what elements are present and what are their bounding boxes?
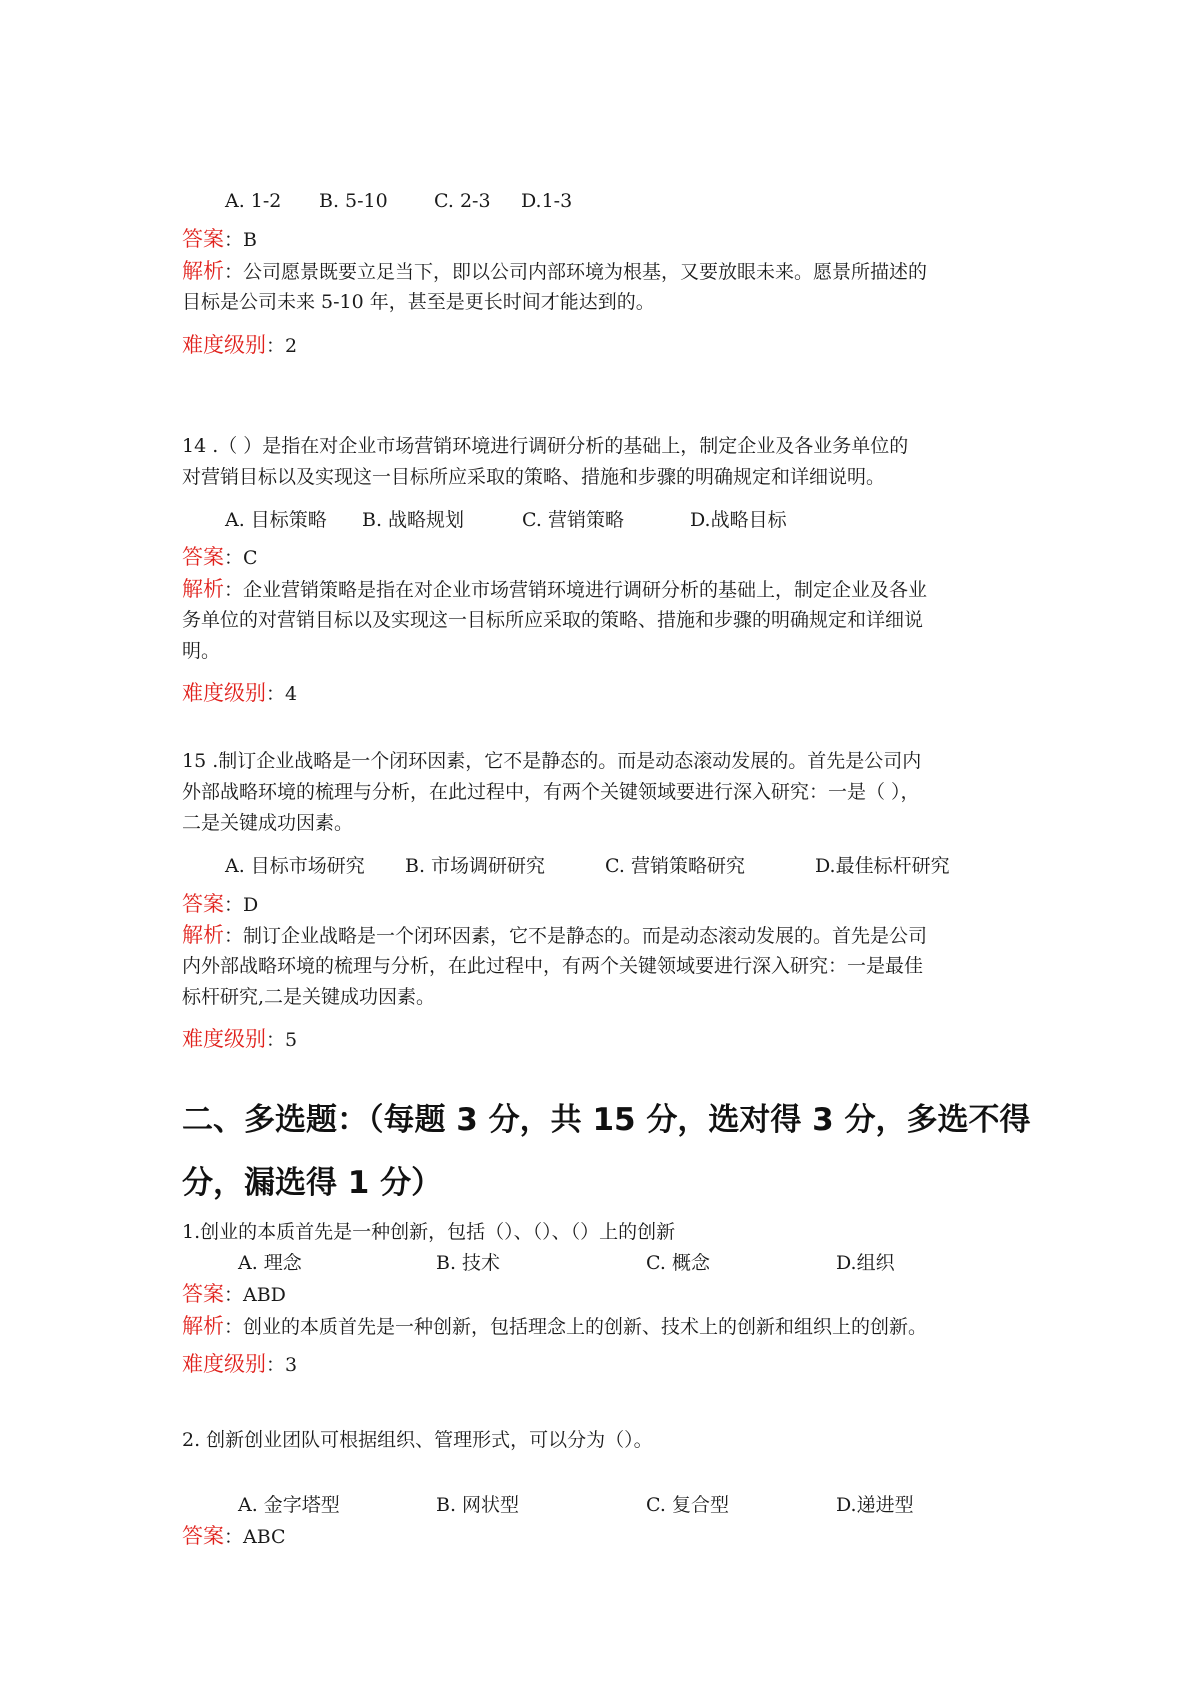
m1-difficulty	[182, 1349, 297, 1381]
analysis-label: 解析	[182, 1314, 224, 1338]
m1-option-c: C. 概念	[646, 1252, 710, 1274]
analysis-label: 解析	[182, 577, 224, 601]
q15-analysis-line-2: 内外部战略环境的梳理与分析，在此过程中，有两个关键领域要进行深入研究：一是最佳	[182, 955, 924, 977]
m1-option-b: B. 技术	[436, 1252, 501, 1274]
q14-question-line-1: 14 .（ ）是指在对企业市场营销环境进行调研分析的基础上，制定企业及各业务单位的	[182, 435, 909, 457]
q13-analysis-line-2: 目标是公司未来 5-10 年，甚至是更长时间才能达到的。	[182, 291, 655, 313]
q14-option-c: C. 营销策略	[522, 509, 624, 531]
m1-answer	[182, 1279, 286, 1311]
q14-question-line-2: 对营销目标以及实现这一目标所应采取的策略、措施和步骤的明确规定和详细说明。	[182, 466, 886, 488]
answer-value: ：B	[224, 229, 257, 251]
m1-option-d: D.组织	[836, 1252, 895, 1274]
q15-answer	[182, 889, 258, 921]
q14-analysis-line-1	[182, 574, 927, 606]
q15-option-b: B. 市场调研研究	[405, 855, 546, 877]
q15-question-line-2: 外部战略环境的梳理与分析，在此过程中，有两个关键领域要进行深入研究：一是（ ），	[182, 781, 920, 803]
q15-question-line-1: 15 .制订企业战略是一个闭环因素，它不是静态的。而是动态滚动发展的。首先是公司内	[182, 750, 922, 772]
analysis-label: 解析	[182, 259, 224, 283]
answer-value: ：D	[224, 894, 259, 916]
q13-analysis-line-1	[182, 256, 927, 288]
section-heading-line-2: 分，漏选得 1 分）	[182, 1165, 443, 1201]
q15-analysis-line-1	[182, 920, 927, 952]
q14-answer	[182, 542, 258, 574]
answer-value: ：ABC	[224, 1526, 286, 1548]
difficulty-label: 难度级别	[182, 1027, 266, 1051]
m2-option-c: C. 复合型	[646, 1494, 729, 1516]
answer-value: ：C	[224, 547, 258, 569]
difficulty-label: 难度级别	[182, 681, 266, 705]
q13-option-c: C. 2-3	[434, 190, 491, 212]
answer-value: ：ABD	[224, 1284, 286, 1306]
m2-answer	[182, 1521, 286, 1553]
m2-option-a: A. 金字塔型	[238, 1494, 340, 1516]
m1-analysis	[182, 1311, 927, 1343]
analysis-text: ：公司愿景既要立足当下，即以公司内部环境为根基，又要放眼未来。愿景所描述的	[224, 261, 928, 283]
q15-option-d: D.最佳标杆研究	[815, 855, 950, 877]
analysis-label: 解析	[182, 923, 224, 947]
q15-option-c: C. 营销策略研究	[605, 855, 745, 877]
q14-option-b: B. 战略规划	[362, 509, 465, 531]
difficulty-label: 难度级别	[182, 333, 266, 357]
q14-analysis-line-2: 务单位的对营销目标以及实现这一目标所应采取的策略、措施和步骤的明确规定和详细说	[182, 609, 924, 631]
q13-difficulty	[182, 330, 297, 362]
difficulty-value: ：4	[266, 683, 298, 705]
answer-label: 答案	[182, 892, 224, 916]
q14-difficulty	[182, 678, 297, 710]
analysis-text: ：企业营销策略是指在对企业市场营销环境进行调研分析的基础上，制定企业及各业	[224, 579, 928, 601]
answer-label: 答案	[182, 545, 224, 569]
m1-question: 1.创业的本质首先是一种创新，包括（）、（）、（）上的创新	[182, 1221, 676, 1243]
difficulty-label: 难度级别	[182, 1352, 266, 1376]
q14-option-a: A. 目标策略	[225, 509, 327, 531]
q15-difficulty	[182, 1024, 297, 1056]
m2-question: 2. 创新创业团队可根据组织、管理形式，可以分为（）。	[182, 1429, 653, 1451]
difficulty-value: ：5	[266, 1029, 298, 1051]
q15-option-a: A. 目标市场研究	[225, 855, 365, 877]
answer-label: 答案	[182, 227, 224, 251]
m2-option-d: D.递进型	[836, 1494, 914, 1516]
section-heading-line-1: 二、多选题：（每题 3 分，共 15 分，选对得 3 分，多选不得	[182, 1102, 1031, 1138]
q13-option-b: B. 5-10	[319, 190, 388, 212]
q13-answer	[182, 224, 257, 256]
q13-option-d: D.1-3	[521, 190, 573, 212]
analysis-text: ：创业的本质首先是一种创新，包括理念上的创新、技术上的创新和组织上的创新。	[224, 1316, 928, 1338]
q15-question-line-3: 二是关键成功因素。	[182, 812, 354, 834]
difficulty-value: ：2	[266, 335, 298, 357]
q15-analysis-line-3: 标杆研究,二是关键成功因素。	[182, 986, 436, 1008]
answer-label: 答案	[182, 1282, 224, 1306]
m1-option-a: A. 理念	[238, 1252, 302, 1274]
difficulty-value: ：3	[266, 1354, 298, 1376]
m2-option-b: B. 网状型	[436, 1494, 520, 1516]
analysis-text: ：制订企业战略是一个闭环因素，它不是静态的。而是动态滚动发展的。首先是公司	[224, 925, 928, 947]
q14-analysis-line-3: 明。	[182, 640, 221, 662]
answer-label: 答案	[182, 1524, 224, 1548]
q13-option-a: A. 1-2	[225, 190, 282, 212]
q14-option-d: D.战略目标	[690, 509, 787, 531]
